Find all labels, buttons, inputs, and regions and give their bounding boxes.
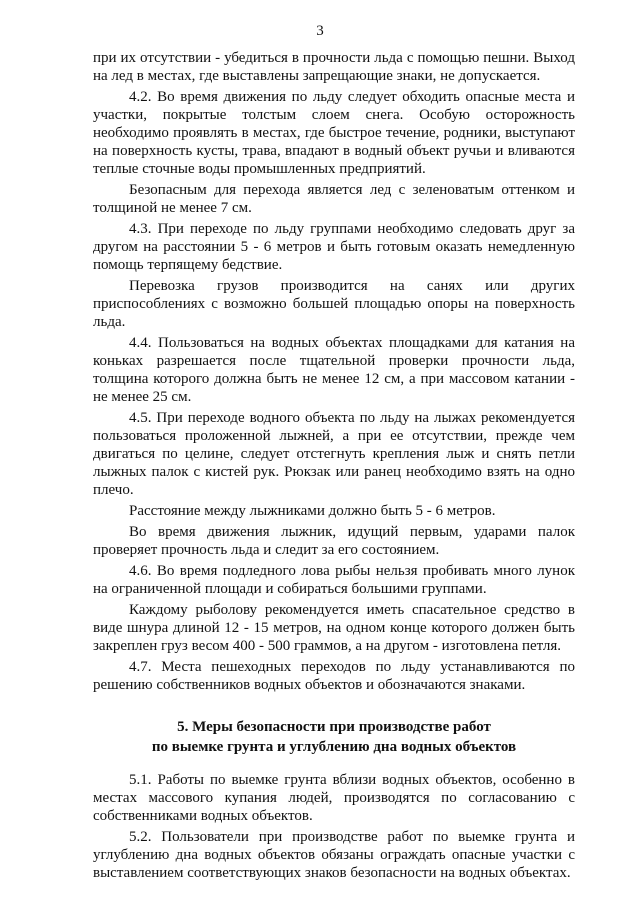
paragraph-4-7: 4.7. Места пешеходных переходов по льду устанавливаются по решению собственников водных объектов и обозначаются знаками. xyxy=(93,659,575,693)
paragraph-4-4: 4.4. Пользоваться на водных объектах площадками для катания на коньках разрешается после тщательной проверки прочности льда, толщина которого должна быть не менее 12 см, а при массовом катании - не менее 25 см. xyxy=(93,335,575,405)
paragraph-fisher: Каждому рыболову рекомендуется иметь спасательное средство в виде шнура длиной 12 - 15 метров, на одном конце которого должен быть закреплен груз весом 400 - 500 граммов, а на другом - изготовлена петля. xyxy=(93,602,575,654)
section-5-title-line-1: 5. Меры безопасности при производстве работ xyxy=(177,719,491,735)
document-body xyxy=(93,49,575,885)
section-5-title-line-2: по выемке грунта и углублению дна водных объектов xyxy=(151,739,517,755)
paragraph-4-3: 4.3. При переходе по льду группами необходимо следовать друг за другом на расстоянии 5 - 6 метров и быть готовым оказать немедленную помощь терпящему бедствие. xyxy=(93,221,575,273)
paragraph-cargo: Перевозка грузов производится на санях или других приспособлениях с возможно большей площадью опоры на поверхность льда. xyxy=(93,278,575,330)
paragraph-safe-ice: Безопасным для перехода является лед с зеленоватым оттенком и толщиной не менее 7 см. xyxy=(93,182,575,216)
paragraph-5-2: 5.2. Пользователи при производстве работ по выемке грунта и углублению дна водных объектов обязаны ограждать опасные участки с выставлением соответствующих знаков безопасности на водных объектах. xyxy=(93,829,575,881)
paragraph-4-5: 4.5. При переходе водного объекта по льду на лыжах рекомендуется пользоваться проложенной лыжней, а при ее отсутствии, прежде чем двигаться по целине, следует отстегнуть крепления лыж и снять петли лыжных палок с кистей рук. Рюкзак или ранец необходимо взять на одно плечо. xyxy=(93,410,575,498)
paragraph-skier-first: Во время движения лыжник, идущий первым, ударами палок проверяет прочность льда и следит за его состоянием. xyxy=(93,524,575,558)
spacer xyxy=(93,697,575,717)
paragraph-4-2: 4.2. Во время движения по льду следует обходить опасные места и участки, покрытые толстым слоем снега. Особую осторожность необходимо проявлять в местах, где быстрое течение, родники, выступают на поверхность кусты, трава, впадают в водный объект ручьи и вливаются теплые сточные воды промышленных предприятий. xyxy=(93,89,575,177)
paragraph-continuation: при их отсутствии - убедиться в прочности льда с помощью пешни. Выход на лед в местах, где выставлены запрещающие знаки, не допускается. xyxy=(93,50,575,84)
page-number: 3 xyxy=(316,23,324,39)
spacer xyxy=(93,757,575,771)
paragraph-4-6: 4.6. Во время подледного лова рыбы нельзя пробивать много лунок на ограниченной площади и собираться большими группами. xyxy=(93,563,575,597)
paragraph-skier-distance: Расстояние между лыжниками должно быть 5 - 6 метров. xyxy=(129,503,496,519)
paragraph-5-1: 5.1. Работы по выемке грунта вблизи водных объектов, особенно в местах массового купания людей, производятся по согласованию с собственниками водных объектов. xyxy=(93,772,575,824)
